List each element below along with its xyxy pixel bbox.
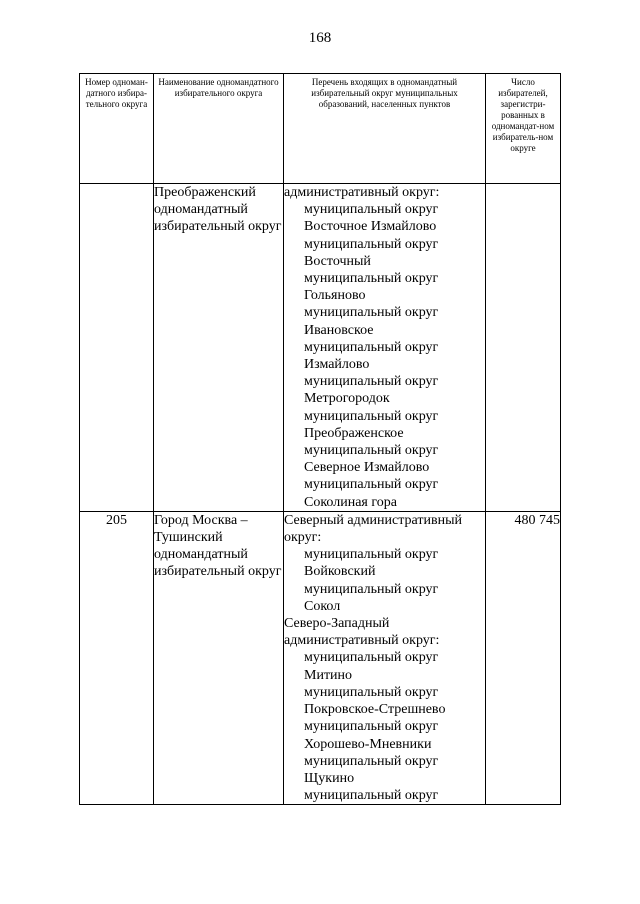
header-municipalities-list: Перечень входящих в одномандатный избирательный округ муниципальных образований, населенных пунктов [284,74,486,184]
list-line: Измайлово [304,357,370,373]
list-line: Северное Измайлово [304,460,430,476]
municipalities-list [284,184,486,512]
list-line: Преображенское [304,425,404,441]
list-line: Ивановское [304,322,374,338]
list-line: Хорошево-Мневники [304,736,432,752]
list-line: административный округ: [284,633,440,649]
list-line: Метрогородок [304,391,390,407]
list-line: муниципальный округ [304,719,439,735]
list-line: муниципальный округ [304,684,439,700]
list-line: Соколиная гора [304,494,397,510]
list-line: Митино [304,667,353,683]
list-line: муниципальный округ [304,408,439,424]
list-line: Северо-Западный [284,616,390,632]
list-line: муниципальный округ [304,650,439,666]
list-line: муниципальный округ [304,788,439,804]
district-name: Город Москва – Тушинский одномандатный избирательный округ [154,511,284,804]
list-line: муниципальный округ [304,753,439,769]
list-line: округ: [284,530,322,546]
list-line: Северный административный [284,512,462,528]
list-line: Войковский [304,564,376,580]
list-line: муниципальный округ [304,581,439,597]
list-line: муниципальный округ [304,339,439,355]
district-number [80,184,154,512]
header-voter-count: Число избирателей, зарегистри-рованных в одномандат-ном избиратель-ном округе [486,74,561,184]
list-line: Сокол [304,598,341,614]
list-line: муниципальный округ [304,271,439,287]
list-line: муниципальный округ [304,374,439,390]
district-number: 205 [80,511,154,804]
list-line: муниципальный округ [304,547,439,563]
list-line: Гольяново [304,288,366,304]
list-line: муниципальный округ [304,236,439,252]
voter-count: 480 745 [486,511,561,804]
district-name: Преображенский одномандатный избирательный округ [154,184,284,512]
table-row [80,184,561,512]
list-line: муниципальный округ [304,305,439,321]
table-header-row [80,74,561,184]
page-number: 168 [308,30,332,46]
list-line: административный округ: [284,185,440,200]
header-district-name: Наименование одномандатного избирательного округа [154,74,284,184]
list-line: муниципальный округ [304,202,439,218]
list-line: Восточный [304,253,371,269]
table-row [80,511,561,804]
list-line: муниципальный округ [304,477,439,493]
districts-table [79,73,561,805]
list-line: Восточное Измайлово [304,219,437,235]
voter-count [486,184,561,512]
municipalities-list [284,511,486,804]
list-line: муниципальный округ [304,443,439,459]
header-district-number: Номер одноман-датного избира-тельного округа [80,74,154,184]
list-line: Покровское-Стрешнево [304,702,446,718]
list-line: Щукино [304,770,355,786]
